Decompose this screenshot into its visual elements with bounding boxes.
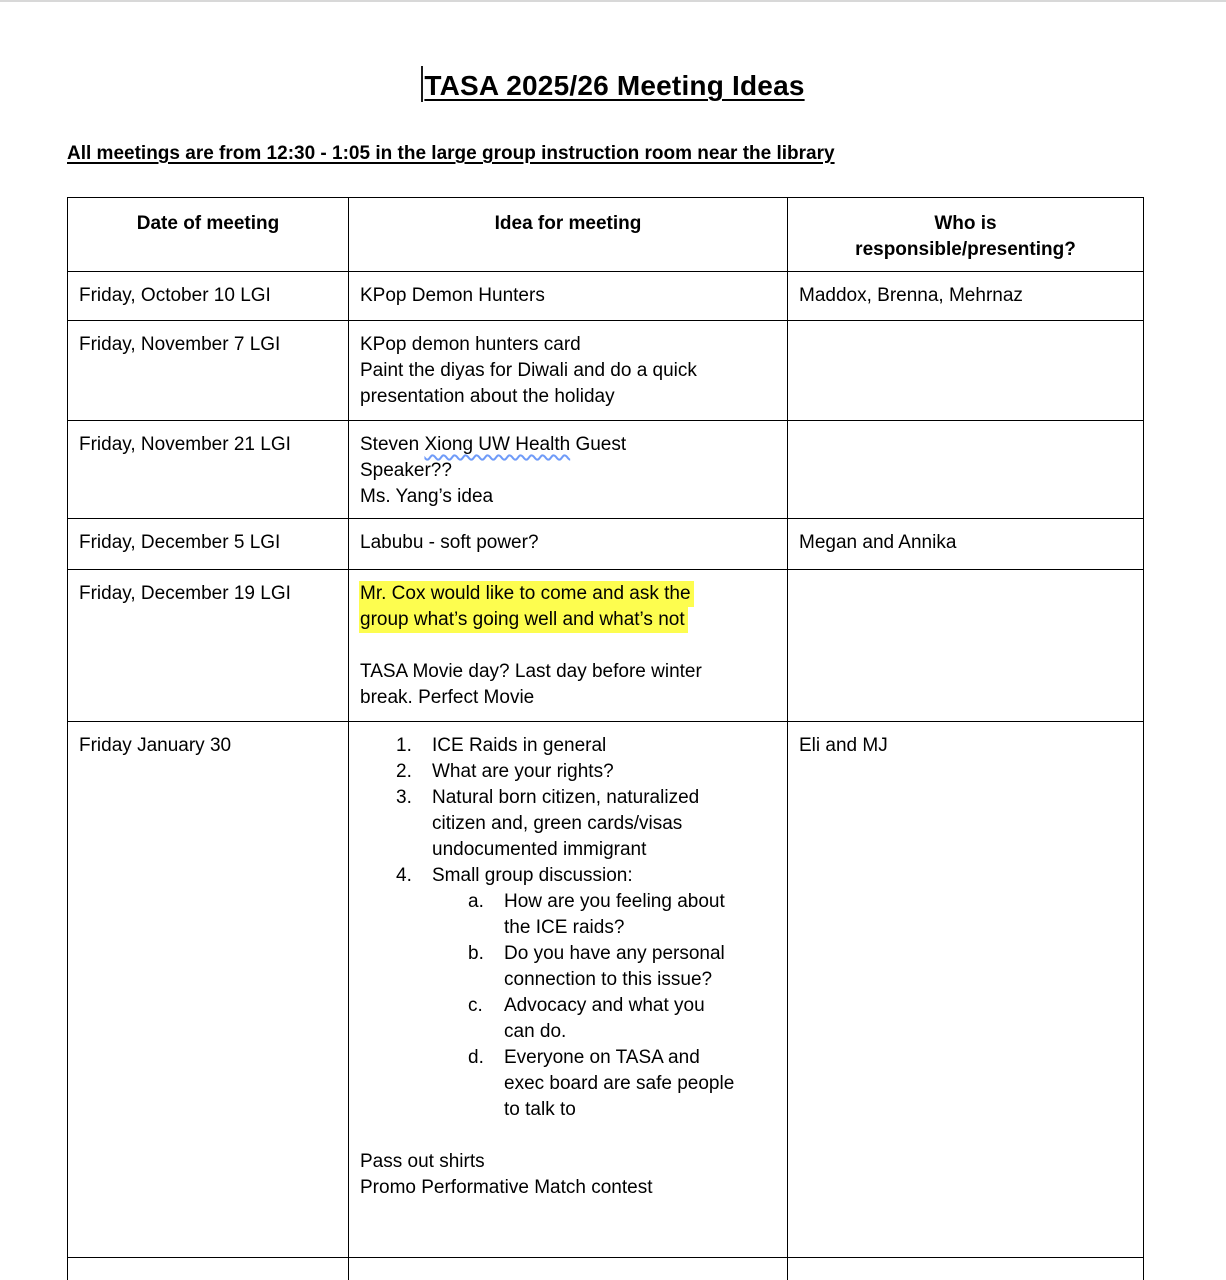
text-line	[79, 283, 337, 309]
text-segment: citizen and, green cards/visas	[432, 813, 683, 834]
text-segment: the ICE raids?	[504, 917, 625, 938]
text-segment: to talk to	[504, 1099, 576, 1120]
paragraph	[360, 1149, 776, 1175]
numbered-list-item	[360, 733, 776, 759]
list-marker: 4.	[396, 865, 412, 886]
date-cell[interactable]	[68, 421, 349, 519]
header-text-line: Idea for meeting	[494, 213, 642, 234]
who-cell[interactable]	[788, 272, 1144, 321]
date-cell[interactable]	[68, 722, 349, 1258]
text-segment: Promo Performative Match contest	[360, 1177, 653, 1198]
text-line	[799, 530, 1132, 556]
date-cell[interactable]	[68, 1258, 349, 1280]
header-cell-idea[interactable]	[349, 198, 788, 272]
text-segment: Small group discussion:	[432, 865, 633, 886]
table-header	[68, 198, 1144, 272]
header-text-line: Date of meeting	[136, 213, 280, 234]
highlighted-text: Mr. Cox would like to come and ask the	[359, 581, 694, 607]
list-marker: a.	[468, 891, 484, 912]
text-line	[360, 1149, 776, 1175]
table-row	[68, 519, 1144, 570]
text-line	[360, 384, 776, 410]
date-cell[interactable]	[68, 570, 349, 722]
text-segment: How are you feeling about	[504, 891, 725, 912]
list-marker: c.	[468, 995, 483, 1016]
text-segment: Friday, October 10 LGI	[79, 285, 271, 306]
table-row	[68, 570, 1144, 722]
text-line	[432, 759, 776, 785]
text-line	[432, 837, 776, 863]
who-cell[interactable]	[788, 421, 1144, 519]
list-marker: 3.	[396, 787, 412, 808]
text-line	[432, 811, 776, 837]
header-text-line: Who is	[934, 213, 997, 234]
header-row	[68, 198, 1144, 272]
text-segment: Steven	[360, 434, 425, 455]
document-title[interactable]: TASA 2025/26 Meeting Ideas	[424, 70, 805, 101]
text-line	[504, 967, 776, 993]
text-line	[360, 358, 776, 384]
text-segment: TASA Movie day? Last day before winter	[360, 661, 702, 682]
text-segment: Ms. Yang’s idea	[360, 486, 494, 507]
text-segment: Megan and Annika	[799, 532, 957, 553]
text-line	[432, 863, 776, 889]
blank-line	[360, 1123, 776, 1149]
text-segment: Friday, November 21 LGI	[79, 434, 291, 455]
text-line	[79, 733, 337, 759]
idea-cell[interactable]	[349, 722, 788, 1258]
misspelled-text: Xiong UW Health	[424, 434, 571, 455]
text-line	[432, 785, 776, 811]
who-cell[interactable]	[788, 570, 1144, 722]
table-row	[68, 272, 1144, 321]
paragraph	[360, 332, 776, 358]
who-cell[interactable]	[788, 519, 1144, 570]
text-segment: Maddox, Brenna, Mehrnaz	[799, 285, 1023, 306]
text-segment: Eli and MJ	[799, 735, 888, 756]
text-line	[504, 993, 776, 1019]
idea-cell[interactable]	[349, 272, 788, 321]
date-cell[interactable]	[68, 519, 349, 570]
text-line	[799, 283, 1132, 309]
highlighted-text: group what’s going well and what’s not	[359, 607, 688, 633]
text-segment: Labubu - soft power?	[360, 532, 539, 553]
header-cell-who[interactable]	[788, 198, 1144, 272]
text-segment: Friday, December 19 LGI	[79, 583, 291, 604]
idea-cell[interactable]	[349, 570, 788, 722]
meeting-ideas-table[interactable]	[67, 197, 1144, 1280]
text-line	[79, 432, 337, 458]
lettered-list-item	[360, 889, 776, 941]
idea-cell[interactable]	[349, 321, 788, 421]
lettered-list-item	[360, 1045, 776, 1123]
text-line	[504, 1045, 776, 1071]
text-segment: presentation about the holiday	[360, 386, 615, 407]
text-segment: undocumented immigrant	[432, 839, 647, 860]
text-segment: Pass out shirts	[360, 1151, 485, 1172]
text-segment: Natural born citizen, naturalized	[432, 787, 700, 808]
text-segment: KPop Demon Hunters	[360, 285, 545, 306]
text-segment: ICE Raids in general	[432, 735, 607, 756]
text-segment: KPop demon hunters card	[360, 334, 581, 355]
list-marker: 1.	[396, 735, 412, 756]
text-segment: Advocacy and what you	[504, 995, 705, 1016]
paragraph	[360, 484, 776, 510]
text-segment: connection to this issue?	[504, 969, 713, 990]
paragraph	[360, 358, 776, 410]
viewport-top-edge	[0, 0, 1226, 2]
table-row	[68, 1258, 1144, 1280]
text-line	[504, 1097, 776, 1123]
text-line	[360, 685, 776, 711]
text-line	[360, 581, 776, 607]
text-line	[360, 1175, 776, 1201]
table-row	[68, 321, 1144, 421]
text-line	[504, 1019, 776, 1045]
idea-cell[interactable]	[349, 1258, 788, 1280]
text-line	[504, 915, 776, 941]
text-line	[79, 332, 337, 358]
paragraph	[360, 432, 776, 484]
text-line	[360, 659, 776, 685]
idea-cell[interactable]	[349, 519, 788, 570]
text-line	[799, 733, 1132, 759]
who-cell[interactable]	[788, 722, 1144, 1258]
text-segment: exec board are safe people	[504, 1073, 735, 1094]
who-cell[interactable]	[788, 321, 1144, 421]
text-segment: Friday, November 7 LGI	[79, 334, 281, 355]
meeting-time-location-line[interactable]: All meetings are from 12:30 - 1:05 in the large group instruction room near the library	[67, 143, 835, 164]
text-segment: Everyone on TASA and	[504, 1047, 700, 1068]
lettered-list-item	[360, 993, 776, 1045]
header-text-line: responsible/presenting?	[855, 239, 1076, 260]
paragraph	[360, 1175, 776, 1201]
list-marker: d.	[468, 1047, 484, 1068]
text-line	[360, 484, 776, 510]
blank-line	[360, 633, 776, 659]
who-cell[interactable]	[788, 1258, 1144, 1280]
text-line	[79, 581, 337, 607]
text-segment: break. Perfect Movie	[360, 687, 535, 708]
date-cell[interactable]	[68, 272, 349, 321]
text-line	[504, 889, 776, 915]
text-line	[504, 941, 776, 967]
text-segment: Do you have any personal	[504, 943, 725, 964]
text-line	[360, 607, 776, 633]
paragraph	[360, 581, 776, 633]
text-line	[504, 1071, 776, 1097]
date-cell[interactable]	[68, 321, 349, 421]
list-marker: 2.	[396, 761, 412, 782]
lettered-list-item	[360, 941, 776, 993]
text-line	[360, 332, 776, 358]
numbered-list-item	[360, 785, 776, 863]
idea-cell[interactable]	[349, 421, 788, 519]
paragraph	[360, 530, 776, 556]
text-segment: Speaker??	[360, 460, 452, 481]
table-body	[68, 272, 1144, 1280]
document-title-row	[0, 66, 1226, 102]
text-line	[360, 283, 776, 309]
text-segment: Guest	[570, 434, 627, 455]
table-row	[68, 421, 1144, 519]
text-line	[432, 733, 776, 759]
header-cell-date[interactable]	[68, 198, 349, 272]
table-row	[68, 722, 1144, 1258]
text-segment: What are your rights?	[432, 761, 614, 782]
numbered-list-item	[360, 759, 776, 785]
text-segment: can do.	[504, 1021, 567, 1042]
text-segment: Friday, December 5 LGI	[79, 532, 281, 553]
paragraph	[360, 659, 776, 711]
text-line	[360, 530, 776, 556]
numbered-list-item	[360, 863, 776, 889]
text-segment: Friday January 30	[79, 735, 232, 756]
text-line	[79, 530, 337, 556]
list-marker: b.	[468, 943, 484, 964]
text-line	[360, 458, 776, 484]
paragraph	[360, 283, 776, 309]
text-line	[360, 432, 776, 458]
text-segment: Paint the diyas for Diwali and do a quick	[360, 360, 697, 381]
